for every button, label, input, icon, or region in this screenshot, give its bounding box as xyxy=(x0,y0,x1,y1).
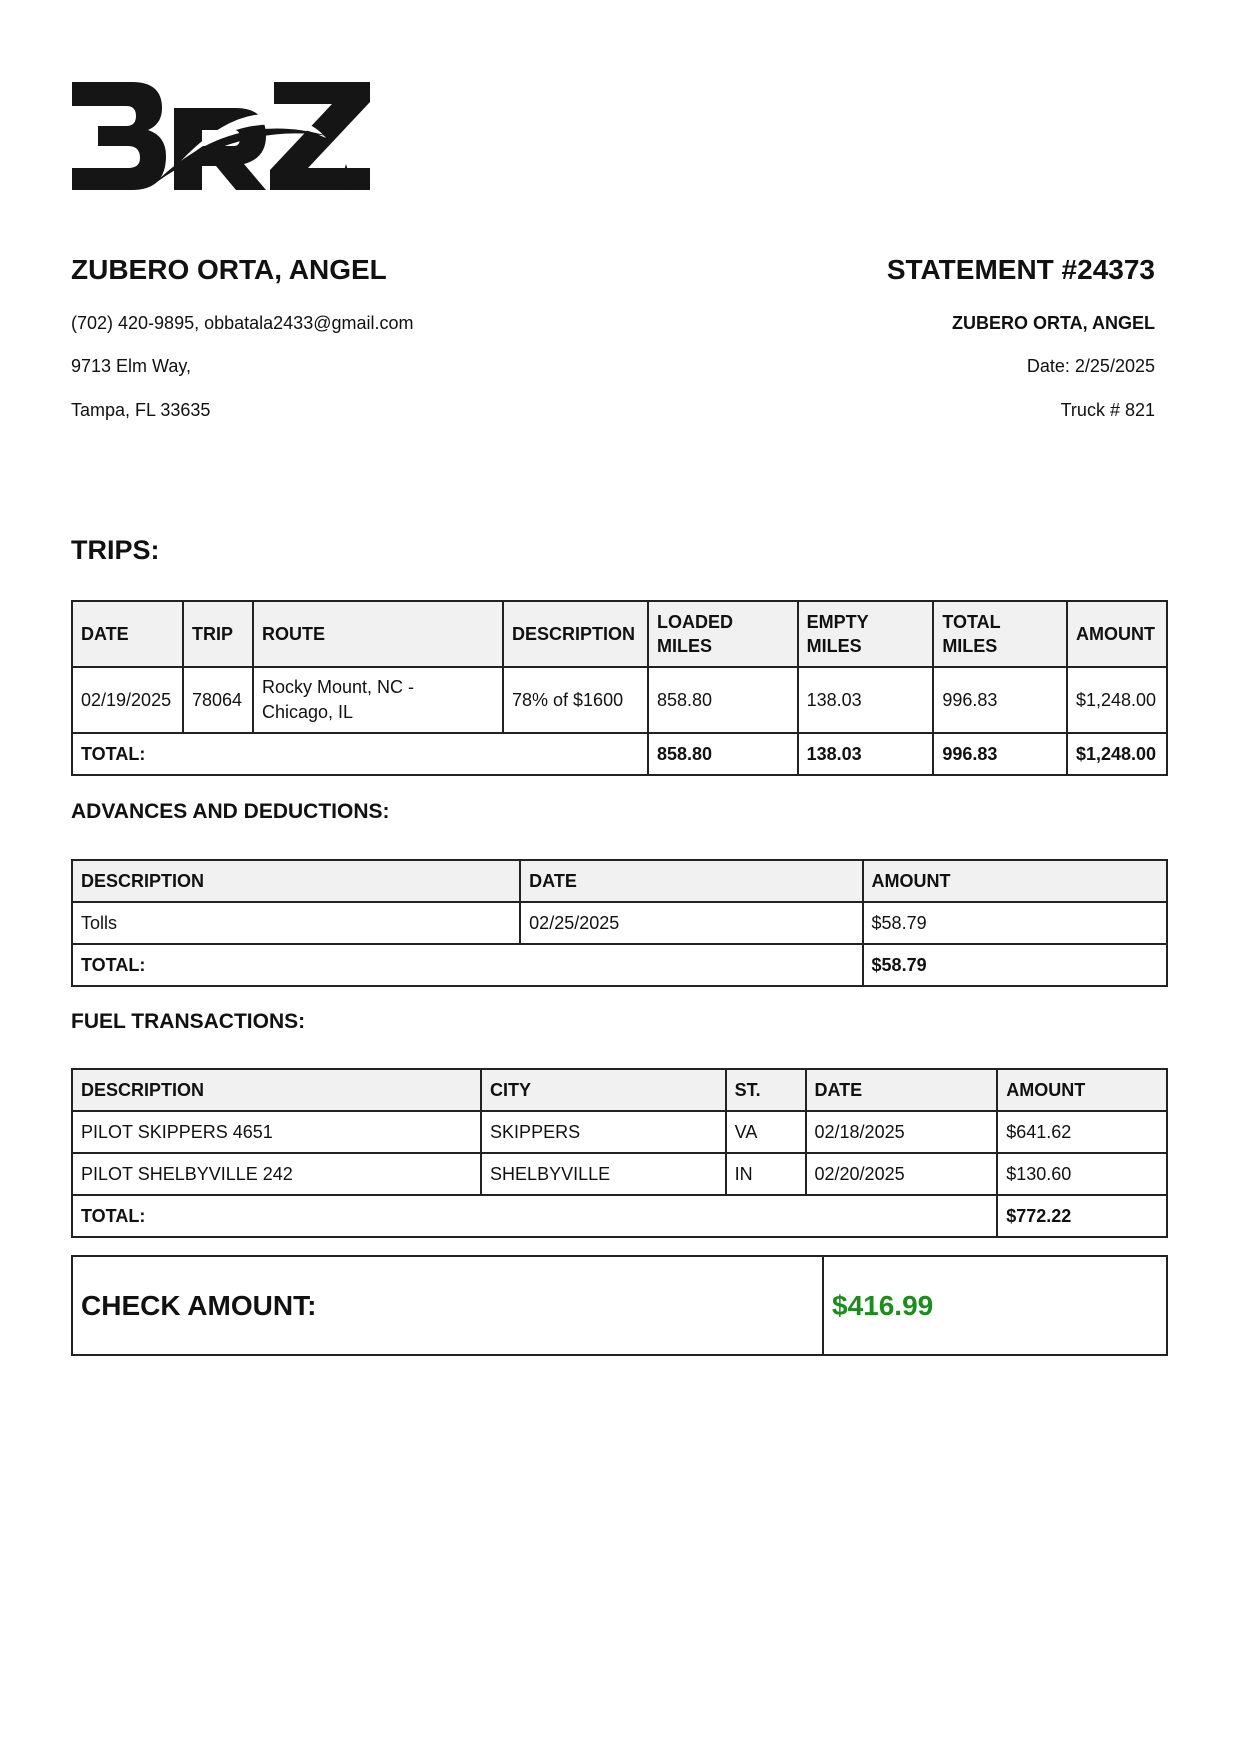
col-amount: AMOUNT xyxy=(997,1069,1167,1111)
fuel-amount: $641.62 xyxy=(997,1111,1167,1153)
trip-empty-miles: 138.03 xyxy=(798,667,934,733)
statement-name: ZUBERO ORTA, ANGEL xyxy=(952,313,1155,333)
driver-name: ZUBERO ORTA, ANGEL xyxy=(71,254,387,285)
fuel-table xyxy=(71,1068,1168,1238)
col-empty-miles: EMPTY MILES xyxy=(798,601,934,667)
statement-info xyxy=(595,254,1155,420)
fuel-total-row xyxy=(72,1195,1167,1237)
check-amount-label: CHECK AMOUNT: xyxy=(73,1257,824,1354)
col-city: CITY xyxy=(481,1069,726,1111)
fuel-description: PILOT SHELBYVILLE 242 xyxy=(72,1153,481,1195)
col-description: DESCRIPTION xyxy=(503,601,648,667)
table-row xyxy=(72,667,1167,733)
fuel-amount: $130.60 xyxy=(997,1153,1167,1195)
fuel-city: SKIPPERS xyxy=(481,1111,726,1153)
fuel-header-row xyxy=(72,1069,1167,1111)
col-description: DESCRIPTION xyxy=(72,860,520,902)
trip-description: 78% of $1600 xyxy=(503,667,648,733)
trips-total-miles: 996.83 xyxy=(933,733,1067,775)
advances-total-label: TOTAL: xyxy=(72,944,863,986)
driver-contact: (702) 420-9895, obbatala2433@gmail.com xyxy=(71,313,414,333)
trips-total-loaded: 858.80 xyxy=(648,733,798,775)
trips-total-row xyxy=(72,733,1167,775)
table-row xyxy=(72,1153,1167,1195)
col-trip: TRIP xyxy=(183,601,253,667)
trip-amount: $1,248.00 xyxy=(1067,667,1167,733)
statement-title: STATEMENT #24373 xyxy=(886,254,1155,285)
check-amount-value: $416.99 xyxy=(832,1289,934,1321)
table-row xyxy=(72,902,1167,944)
col-route: ROUTE xyxy=(253,601,503,667)
trips-total-empty: 138.03 xyxy=(798,733,934,775)
col-loaded-miles: LOADED MILES xyxy=(648,601,798,667)
fuel-total-label: TOTAL: xyxy=(72,1195,997,1237)
fuel-date: 02/18/2025 xyxy=(806,1111,998,1153)
advances-total-row xyxy=(72,944,1167,986)
fuel-total-amount: $772.22 xyxy=(997,1195,1167,1237)
col-amount: AMOUNT xyxy=(1067,601,1167,667)
fuel-state: IN xyxy=(726,1153,806,1195)
driver-address-line1: 9713 Elm Way, xyxy=(71,356,192,376)
col-date: DATE xyxy=(806,1069,998,1111)
fuel-city: SHELBYVILLE xyxy=(481,1153,726,1195)
trip-route: Rocky Mount, NC - Chicago, IL xyxy=(253,667,503,733)
trip-total-miles: 996.83 xyxy=(933,667,1067,733)
advance-description: Tolls xyxy=(72,902,520,944)
brz-logo xyxy=(70,78,390,196)
col-date: DATE xyxy=(520,860,862,902)
truck-number: Truck # 821 xyxy=(1060,400,1155,420)
trips-title: TRIPS: xyxy=(71,535,160,565)
col-state: ST. xyxy=(726,1069,806,1111)
col-date: DATE xyxy=(72,601,183,667)
trip-number: 78064 xyxy=(183,667,253,733)
col-total-miles: TOTAL MILES xyxy=(933,601,1067,667)
trip-loaded-miles: 858.80 xyxy=(648,667,798,733)
advance-date: 02/25/2025 xyxy=(520,902,862,944)
advances-table xyxy=(71,859,1168,987)
advances-header-row xyxy=(72,860,1167,902)
driver-address-line2: Tampa, FL 33635 xyxy=(71,400,211,420)
check-amount-box xyxy=(71,1255,1168,1356)
advances-total-amount: $58.79 xyxy=(863,944,1167,986)
col-amount: AMOUNT xyxy=(863,860,1167,902)
table-row xyxy=(72,1111,1167,1153)
col-description: DESCRIPTION xyxy=(72,1069,481,1111)
fuel-state: VA xyxy=(726,1111,806,1153)
fuel-description: PILOT SKIPPERS 4651 xyxy=(72,1111,481,1153)
advances-title: ADVANCES AND DEDUCTIONS: xyxy=(71,800,390,823)
trips-header-row xyxy=(72,601,1167,667)
driver-info xyxy=(71,254,631,420)
trips-table xyxy=(71,600,1168,776)
trips-total-label: TOTAL: xyxy=(72,733,648,775)
trips-total-amount: $1,248.00 xyxy=(1067,733,1167,775)
fuel-title: FUEL TRANSACTIONS: xyxy=(71,1010,306,1033)
advance-amount: $58.79 xyxy=(863,902,1167,944)
trip-date: 02/19/2025 xyxy=(72,667,183,733)
statement-date: Date: 2/25/2025 xyxy=(1026,356,1155,376)
fuel-date: 02/20/2025 xyxy=(806,1153,998,1195)
